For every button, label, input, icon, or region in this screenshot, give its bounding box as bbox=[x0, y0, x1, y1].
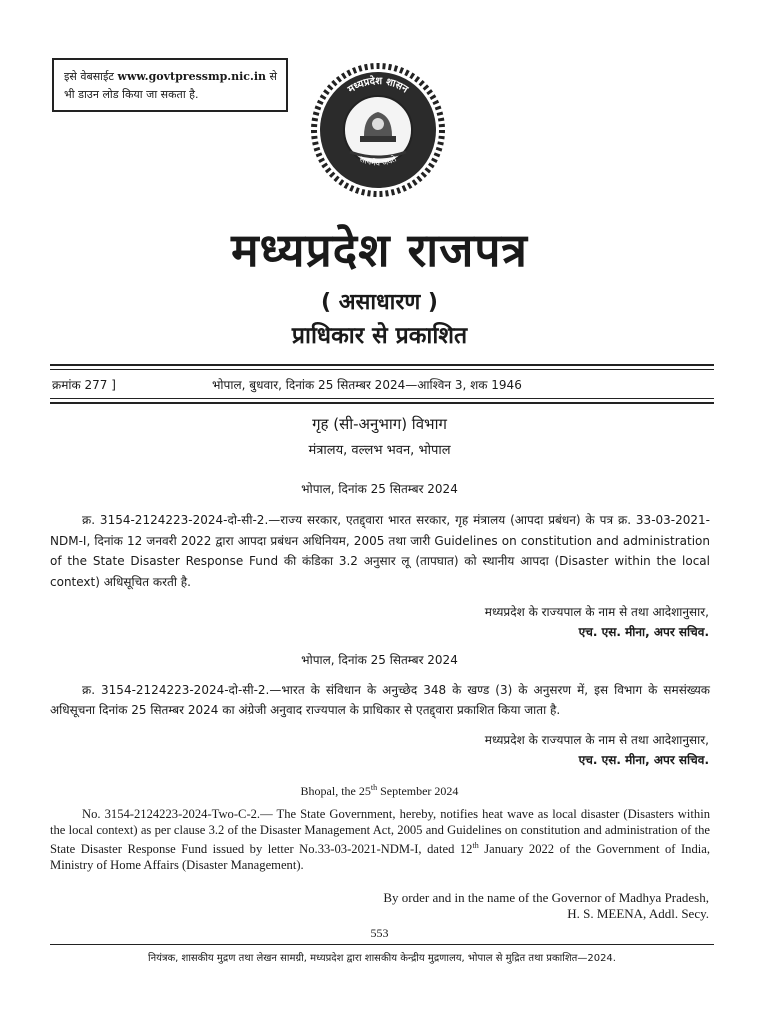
notice2-signatory: एच. एस. मीना, अपर सचिव. bbox=[578, 753, 709, 767]
authority-label: प्राधिकार से प्रकाशित bbox=[291, 323, 468, 349]
notice3-sign-line1: By order and in the name of the Governor of Madhya Pradesh, bbox=[383, 890, 709, 905]
notice3-signatory: H. S. MEENA, Addl. Secy. bbox=[567, 906, 709, 921]
notice2-date: भोपाल, दिनांक 25 सितम्बर 2024 bbox=[301, 653, 458, 667]
website-notice-line1: इसे वेबसाईट www.govtpressmp.nic.in से bbox=[64, 70, 277, 83]
issue-number: क्रमांक 277 ] bbox=[52, 378, 116, 392]
website-notice-box bbox=[52, 58, 288, 112]
state-emblem-icon bbox=[310, 62, 446, 198]
notice3-body: No. 3154-2124223-2024-Two-C-2.— The State Government, hereby, notifies heat wave as local disaster (Disasters within the local context) as per clause 3.2 of the Disaster Management Act, 2005 and Guidelines on constitution and administration of the State Disaster Response Fund issued by letter No.33-03-2021-NDM-I, dated 12th January 2022 of the Government of India, Ministry of Home Affairs (Disaster Management). bbox=[50, 807, 711, 873]
header-rule-top-thin bbox=[50, 369, 714, 370]
notice2-body: क्र. 3154-2124223-2024-दो-सी-2.—भारत के संविधान के अनुच्छेद 348 के खण्ड (3) के अनुसरण में, इस विभाग के समसंख्यक अधिसूचना दिनांक 25 सितम्बर 2024 का अंग्रेजी अनुवाद राज्यपाल के प्राधिकार से एतद्द्वारा प्रकाशित किया जाता है. bbox=[50, 683, 710, 717]
notice1-signatory: एच. एस. मीना, अपर सचिव. bbox=[578, 625, 709, 639]
notice1-body: क्र. 3154-2124223-2024-दो-सी-2.—राज्य सरकार, एतद्द्वारा भारत सरकार, गृह मंत्रालय (आपदा प्रबंधन) के पत्र क्र. 33-03-2021-NDM-I, दिनांक 12 जनवरी 2022 द्वारा आपदा प्रबंधन अधिनियम, 2005 तथा जारी Guidelines on constitution and administration of the State Disaster Response Fund की कंडिका 3.2 अनुसार लू (तापघात) को स्थानीय आपदा (Disaster within the local context) अधिसूचित करती है. bbox=[50, 513, 710, 589]
emblem-top-text: मध्यप्रदेश शासन bbox=[346, 75, 410, 96]
department-name: गृह (सी-अनुभाग) विभाग bbox=[312, 415, 447, 433]
website-url: www.govtpressmp.nic.in bbox=[117, 70, 267, 83]
footer-rule bbox=[50, 944, 714, 945]
issue-dateline: भोपाल, बुधवार, दिनांक 25 सितम्बर 2024—आश्विन 3, शक 1946 bbox=[212, 378, 522, 392]
header-rule-bottom bbox=[50, 402, 714, 404]
notice2-sign-line1: मध्यप्रदेश के राज्यपाल के नाम से तथा आदेशानुसार, bbox=[484, 733, 709, 747]
printer-footer: नियंत्रक, शासकीय मुद्रण तथा लेखन सामग्री, मध्यप्रदेश द्वारा शासकीय केन्द्रीय मुद्रणालय, भोपाल से मुद्रित तथा प्रकाशित—2024. bbox=[148, 953, 616, 964]
header-rule-bottom-thin bbox=[50, 398, 714, 399]
ministry-address: मंत्रालय, वल्लभ भवन, भोपाल bbox=[308, 443, 451, 458]
notice1-sign-line1: मध्यप्रदेश के राज्यपाल के नाम से तथा आदेशानुसार, bbox=[484, 605, 709, 619]
page-number: 553 bbox=[370, 926, 389, 940]
website-notice-line2: भी डाउन लोड किया जा सकता है. bbox=[64, 88, 199, 101]
extraordinary-label: ( असाधारण ) bbox=[321, 290, 438, 315]
header-rule-top bbox=[50, 364, 714, 366]
notice1-date: भोपाल, दिनांक 25 सितम्बर 2024 bbox=[301, 482, 458, 496]
notice3-date: Bhopal, the 25th September 2024 bbox=[300, 783, 459, 798]
gazette-title: मध्यप्रदेश राजपत्र bbox=[231, 223, 528, 277]
emblem-bottom-text: सत्यमेव जयते bbox=[358, 154, 398, 168]
